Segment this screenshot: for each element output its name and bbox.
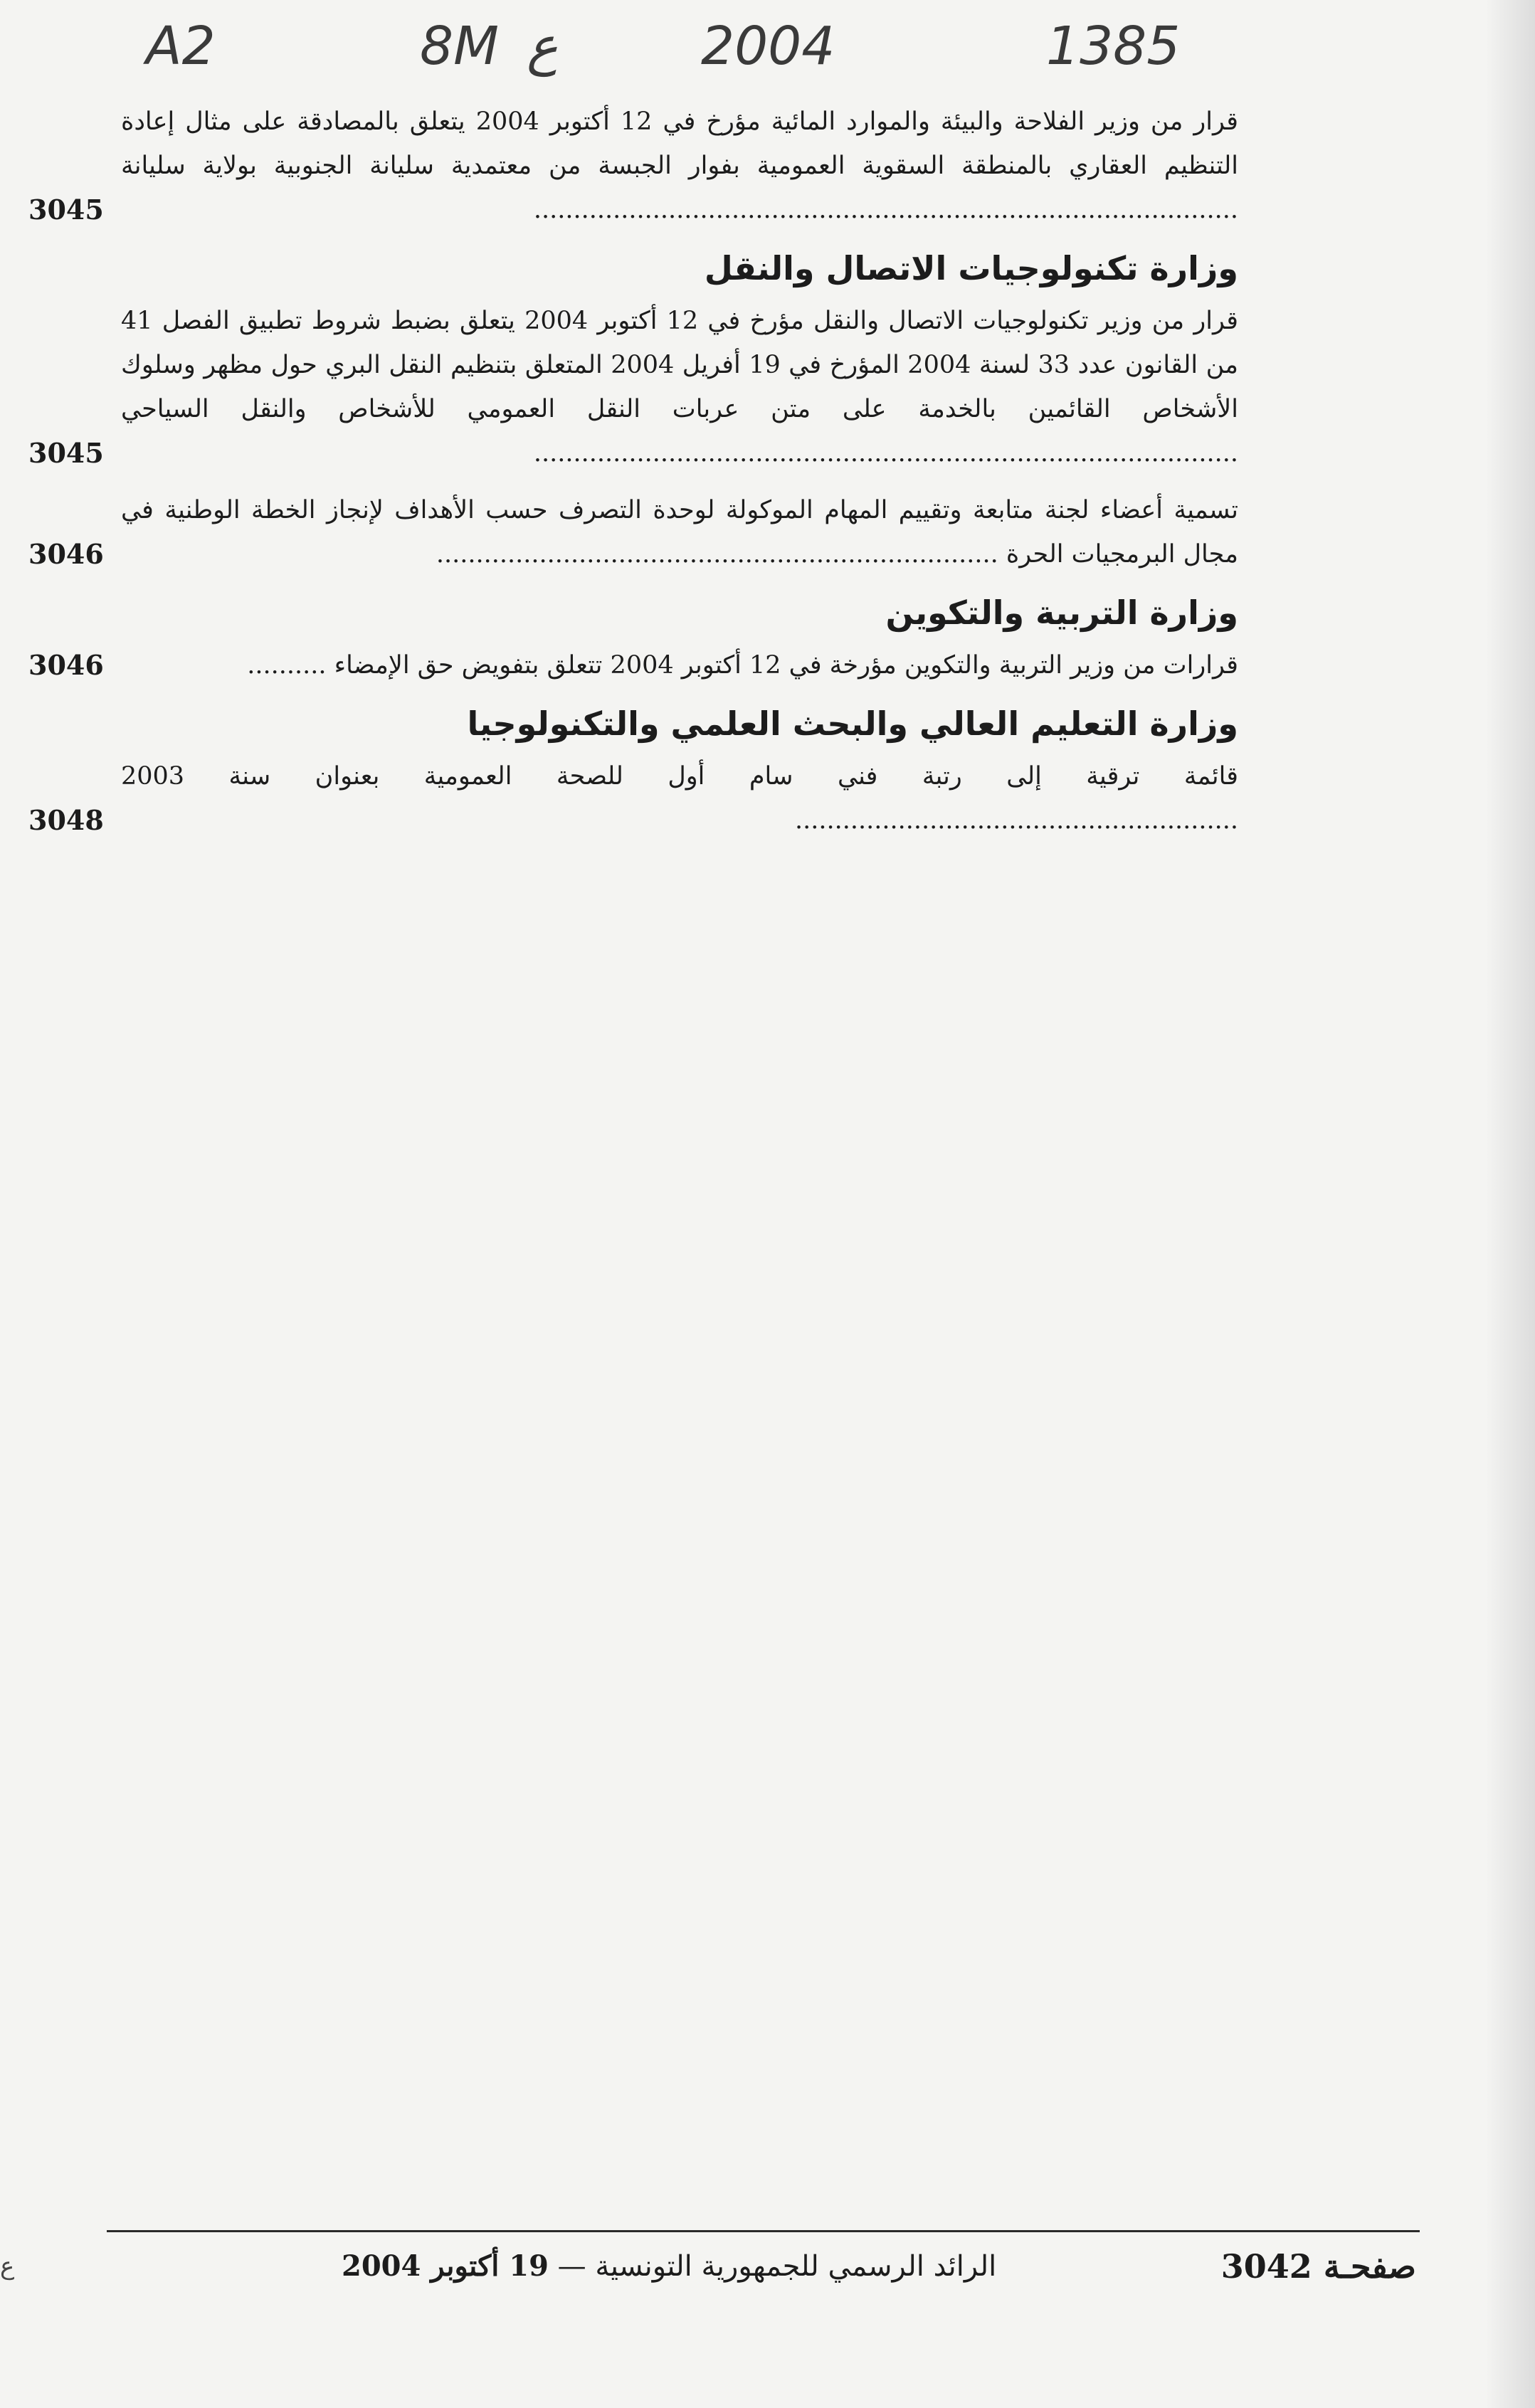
toc-leader-dots: ......................................................................................... xyxy=(533,439,1238,468)
toc-entry-title: قرار من وزير تكنولوجيات الاتصال والنقل مؤرخ في 12 أكتوبر 2004 يتعلق بضبط شروط تطبيق الفصل 41 من القانون عدد 33 لسنة 2004 المؤرخ في 19 أفريل 2004 المتعلق بتنظيم النقل البري حول مظهر وسلوك الأشخاص القائمين بالخدمة على متن عربات النقل العمومي للأشخاص والنقل السياحي xyxy=(121,307,1239,423)
toc-entry-text xyxy=(121,488,1238,576)
toc-page-number: 3045 xyxy=(28,437,104,469)
ministry-heading: وزارة التعليم العالي والبحث العلمي والتكنولوجيا xyxy=(467,704,1238,743)
footer-date: 19 أكتوبر 2004 xyxy=(342,2249,549,2283)
toc-entry-text xyxy=(121,643,1238,687)
toc-entry xyxy=(28,488,1238,576)
footer-separator: — xyxy=(557,2250,586,2283)
handwritten-note: 2004 xyxy=(701,16,835,77)
toc-page-number: 3046 xyxy=(28,538,104,570)
footer-divider xyxy=(107,2230,1420,2232)
toc-leader-dots: ....................................................................... xyxy=(436,540,998,569)
toc-entry-title: قرارات من وزير التربية والتكوين مؤرخة في 12 أكتوبر 2004 تتعلق بتفويض حق الإمضاء xyxy=(334,651,1238,680)
toc-entry xyxy=(28,754,1238,843)
toc-entry xyxy=(28,299,1238,475)
page-edge-shadow xyxy=(1485,0,1535,2408)
toc-page-number: 3048 xyxy=(28,804,104,836)
toc-page-number: 3046 xyxy=(28,649,104,681)
toc-page-number: 3045 xyxy=(28,194,104,226)
toc-entry-text xyxy=(121,100,1238,232)
handwritten-note: A2 xyxy=(146,16,216,77)
toc-leader-dots: ......................................................................................... xyxy=(533,196,1238,224)
edge-mark: ع xyxy=(0,2252,15,2281)
toc-entry-text xyxy=(121,754,1238,843)
toc-leader-dots: ........................................................ xyxy=(794,806,1238,835)
handwritten-note: ع xyxy=(527,16,559,77)
toc-entry-title: قرار من وزير الفلاحة والبيئة والموارد المائية مؤرخ في 12 أكتوبر 2004 يتعلق بالمصادقة على مثال إعادة التنظيم العقاري بالمنطقة السقوية العمومية بفوار الجبسة من معتمدية سليانة الجنوبية بولاية سليانة xyxy=(121,107,1239,180)
toc-entry-text xyxy=(121,299,1238,475)
footer-title-text: الرائد الرسمي للجمهورية التونسية xyxy=(595,2250,997,2283)
ministry-heading: وزارة التربية والتكوين xyxy=(885,593,1238,632)
toc-leader-dots: .......... xyxy=(247,651,327,680)
handwritten-note: 8M xyxy=(420,16,499,77)
page-footer xyxy=(107,2241,1420,2291)
footer-publication-title xyxy=(342,2241,996,2291)
table-of-contents xyxy=(28,100,1238,855)
toc-entry xyxy=(28,100,1238,232)
footer-page-label: صفحـة 3042 xyxy=(1220,2247,1416,2286)
handwritten-note: 1385 xyxy=(1046,16,1181,77)
toc-entry-title: قائمة ترقية إلى رتبة فني سام أول للصحة العمومية بعنوان سنة 2003 xyxy=(121,762,1238,791)
toc-entry xyxy=(28,643,1238,687)
toc-entry-title: تسمية أعضاء لجنة متابعة وتقييم المهام الموكولة لوحدة التصرف حسب الأهداف لإنجاز الخطة الوطنية في مجال البرمجيات الحرة xyxy=(121,496,1238,569)
ministry-heading: وزارة تكنولوجيات الاتصال والنقل xyxy=(704,249,1238,287)
